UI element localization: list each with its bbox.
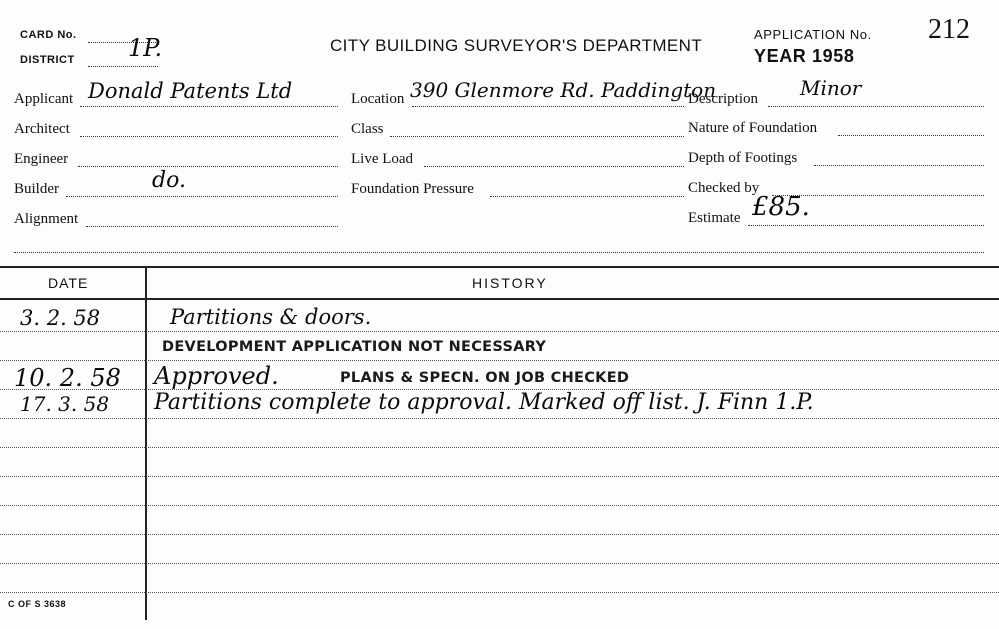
- history-stamp-development: DEVELOPMENT APPLICATION NOT NECESSARY: [162, 339, 547, 355]
- location-line: [412, 106, 684, 107]
- description-label: Description: [688, 91, 758, 107]
- location-value: 390 Glenmore Rd. Paddington: [410, 78, 717, 102]
- history-date-3: 10. 2. 58: [14, 364, 121, 392]
- table-row: [0, 447, 999, 448]
- builder-value: do.: [152, 168, 186, 193]
- application-number: 212: [928, 14, 970, 45]
- builder-label: Builder: [14, 181, 59, 197]
- department-title: CITY BUILDING SURVEYOR'S DEPARTMENT: [330, 36, 703, 55]
- class-line: [390, 136, 684, 137]
- applicant-label: Applicant: [14, 91, 74, 107]
- nature-of-foundation-line: [838, 135, 984, 136]
- alignment-label: Alignment: [14, 211, 79, 227]
- applicant-line: [80, 106, 338, 107]
- foundation-pressure-line: [490, 196, 684, 197]
- depth-of-footings-line: [814, 165, 984, 166]
- table-row: [0, 360, 999, 361]
- architect-line: [80, 136, 338, 137]
- application-label: APPLICATION No.: [754, 27, 872, 42]
- live-load-line: [424, 166, 684, 167]
- estimate-line: [748, 225, 984, 226]
- history-header-rule: [0, 298, 999, 300]
- description-line: [768, 106, 984, 107]
- history-date-4: 17. 3. 58: [20, 392, 110, 416]
- checked-by-label: Checked by: [688, 180, 760, 196]
- location-label: Location: [351, 91, 405, 107]
- applicant-value: Donald Patents Ltd: [88, 79, 293, 103]
- nature-of-foundation-label: Nature of Foundation: [688, 120, 818, 136]
- builder-line: [66, 196, 338, 197]
- history-top-rule: [0, 266, 999, 268]
- table-row: [0, 418, 999, 419]
- architect-label: Architect: [14, 121, 70, 137]
- depth-of-footings-label: Depth of Footings: [688, 150, 798, 166]
- estimate-value: £85.: [752, 192, 810, 222]
- engineer-line: [78, 166, 338, 167]
- form-code: C OF S 3638: [8, 599, 67, 609]
- history-text-1: Partitions & doors.: [170, 305, 372, 329]
- history-stamp-plans-checked: PLANS & SPECN. ON JOB CHECKED: [340, 370, 630, 386]
- date-header: DATE: [48, 275, 89, 291]
- date-column-divider: [145, 268, 147, 620]
- alignment-line: [86, 226, 338, 227]
- district-label: DISTRICT: [20, 54, 75, 66]
- table-row: [0, 563, 999, 564]
- card-no-label: CARD No.: [20, 29, 77, 41]
- table-row: [0, 592, 999, 593]
- history-header: HISTORY: [472, 275, 548, 291]
- table-row: [0, 331, 999, 332]
- history-date-1: 3. 2. 58: [20, 306, 101, 330]
- district-value: 1P.: [128, 34, 163, 62]
- history-text-4: Partitions complete to approval. Marked off list. J. Finn 1.P.: [154, 390, 814, 415]
- description-value: Minor: [800, 76, 862, 100]
- history-text-3: Approved.: [154, 362, 279, 390]
- foundation-pressure-label: Foundation Pressure: [351, 181, 474, 197]
- table-row: [0, 505, 999, 506]
- table-row: [0, 476, 999, 477]
- estimate-label: Estimate: [688, 210, 741, 226]
- engineer-label: Engineer: [14, 151, 69, 167]
- district-line: [88, 66, 158, 67]
- fields-bottom-line: [14, 252, 984, 253]
- live-load-label: Live Load: [351, 151, 414, 167]
- class-label: Class: [351, 121, 384, 137]
- table-row: [0, 534, 999, 535]
- year-label: YEAR 1958: [754, 46, 855, 66]
